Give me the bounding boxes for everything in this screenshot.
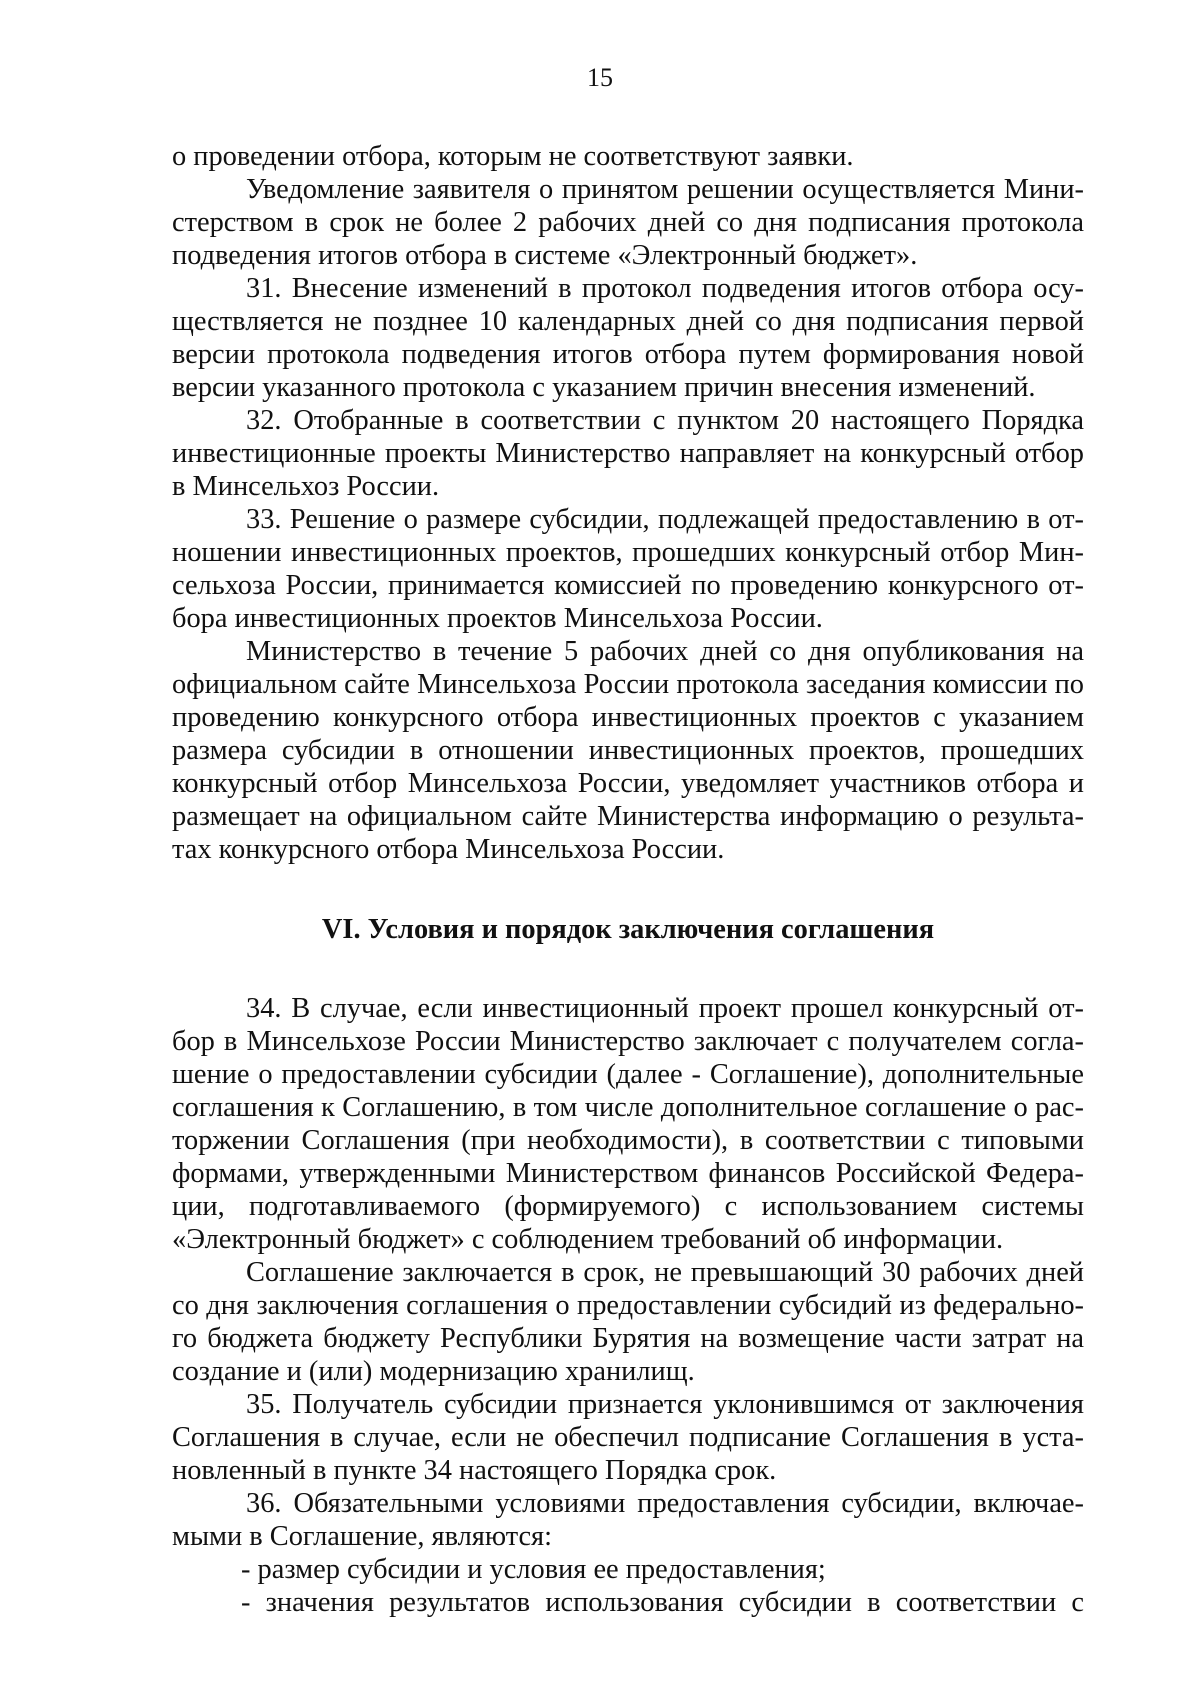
paragraph: Уведомление заявителя о принятом решении осуществляется Министерством в срок не более 2 рабочих дней со дня подписания протокола подведения итогов отбора в системе «Электронный бюджет». [172, 174, 1084, 271]
paragraph: 35. Получатель субсидии признается уклонившимся от заключения Соглашения в случае, если не обеспечил подписание Соглашения в установленный в пункте 34 настоящего Порядка срок. [172, 1389, 1084, 1486]
paragraph: Министерство в течение 5 рабочих дней со дня опубликования на официальном сайте Минсельхоза России протокола заседания комиссии по проведению конкурсного отбора инвестиционных проектов с указанием размера субсидии в отношении инвестиционных проектов, прошедших конкурсный отбор Минсельхоза России, уведомляет участников отбора и размещает на официальном сайте Министерства информацию о результатах конкурсного отбора Минсельхоза России. [172, 636, 1084, 865]
paragraph: 32. Отобранные в соответствии с пунктом 20 настоящего Порядка инвестиционные проекты Министерство направляет на конкурсный отбор в Минсельхоз России. [172, 405, 1084, 502]
paragraph: о проведении отбора, которым не соответствуют заявки. [172, 141, 854, 172]
page-number: 15 [587, 63, 613, 92]
section-heading: VI. Условия и порядок заключения соглашения [321, 914, 935, 945]
paragraph: 33. Решение о размере субсидии, подлежащей предоставлению в отношении инвестиционных проектов, прошедших конкурсный отбор Минсельхоза России, принимается комиссией по проведению конкурсного отбора инвестиционных проектов Минсельхоза России. [172, 504, 1084, 634]
list-item: - размер субсидии и условия ее предоставления; [241, 1554, 826, 1585]
paragraph: 31. Внесение изменений в протокол подведения итогов отбора осуществляется не позднее 10 календарных дней со дня подписания первой версии протокола подведения итогов отбора путем формирования новой версии указанного протокола с указанием причин внесения изменений. [172, 273, 1084, 403]
document-body [172, 140, 1084, 1619]
list-item: - значения результатов использования субсидии в соответствии с [241, 1587, 1084, 1618]
paragraph: 36. Обязательными условиями предоставления субсидии, включаемыми в Соглашение, являются: [172, 1488, 1084, 1552]
paragraph: 34. В случае, если инвестиционный проект прошел конкурсный отбор в Минсельхозе России Министерство заключает с получателем соглашение о предоставлении субсидии (далее - Соглашение), дополнительные соглашения к Соглашению, в том числе дополнительное соглашение о расторжении Соглашения (при необходимости), в соответствии с типовыми формами, утвержденными Министерством финансов Российской Федерации, подготавливаемого (формируемого) с использованием системы «Электронный бюджет» с соблюдением требований об информации. [172, 993, 1084, 1255]
paragraph: Соглашение заключается в срок, не превышающий 30 рабочих дней со дня заключения соглашения о предоставлении субсидий из федерального бюджета бюджету Республики Бурятия на возмещение части затрат на создание и (или) модернизацию хранилищ. [172, 1257, 1084, 1387]
